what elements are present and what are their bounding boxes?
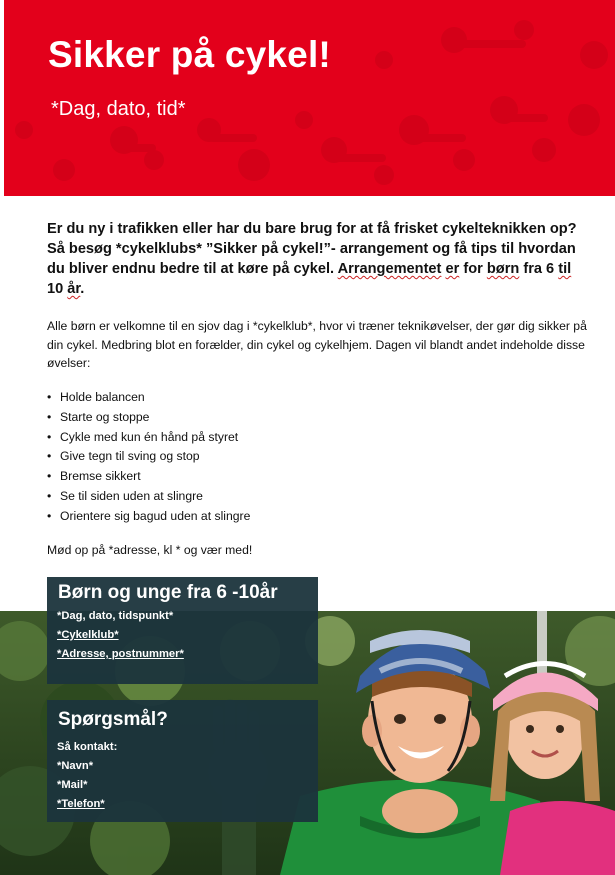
intro-paragraph — [47, 219, 583, 299]
contact-name-line: *Navn* — [57, 760, 94, 772]
list-item: • Give tegn til sving og stop — [47, 447, 250, 467]
body-paragraph: Alle børn er velkomne til en sjov dag i *cykelklub*, hvor vi træner teknikøvelser, der gør dig sikker på din cykel. Medbring blot en forælder, din cykel og cykelhjem. Dagen vil blandt andet indeholde disse øvelser: — [47, 319, 587, 370]
bullet-icon: • — [47, 488, 52, 503]
list-item: • Orientere sig bagud uden at slingre — [47, 507, 250, 527]
address-line: *Adresse, postnummer* — [57, 648, 184, 660]
bullet-icon: • — [47, 469, 52, 484]
bullet-icon: • — [47, 409, 52, 424]
intro-text: 10 — [47, 281, 68, 297]
event-info-box — [47, 577, 318, 684]
contact-lines — [57, 738, 117, 814]
bullet-icon: • — [47, 449, 52, 464]
list-item: • Holde balancen — [47, 388, 250, 408]
event-info-heading: Børn og unge fra 6 -10år — [58, 582, 278, 603]
intro-text: for — [459, 261, 487, 277]
list-item: • Se til siden uden at slingre — [47, 487, 250, 507]
contact-phone-line: *Telefon* — [57, 798, 105, 810]
contact-mail-line: *Mail* — [57, 779, 88, 791]
event-date-line: *Dag, dato, tidspunkt* — [57, 610, 174, 622]
list-item: • Starte og stoppe — [47, 408, 250, 428]
spell-marked-word: er — [445, 261, 460, 277]
meet-up-line: Mød op på *adresse, kl * og vær med! — [47, 543, 253, 557]
contact-info-box — [47, 700, 318, 822]
contact-intro-line: Så kontakt: — [57, 741, 118, 753]
intro-text: fra 6 — [519, 261, 559, 277]
questions-heading: Spørgsmål? — [58, 709, 168, 730]
intro-text: Er du ny i trafikken eller har du bare brug for at få frisket cykelteknikken op? Så besøg *cykelklubs* ”Sikker på cykel!”- arrangement og få tips til hvordan du bliver endnu bedre til at køre på cykel. — [47, 221, 577, 277]
spell-marked-word: Arrangementet — [337, 261, 442, 277]
event-date-placeholder: *Dag, dato, tid* — [51, 98, 186, 120]
page-title: Sikker på cykel! — [48, 34, 331, 75]
intro-text: . — [80, 281, 85, 297]
bullet-icon: • — [47, 429, 52, 444]
list-item: • Bremse sikkert — [47, 467, 250, 487]
list-item: • Cykle med kun én hånd på styret — [47, 428, 250, 448]
spell-marked-word: børn — [486, 261, 520, 277]
header-banner — [4, 0, 615, 196]
bullet-icon: • — [47, 508, 52, 523]
spell-marked-word: til — [558, 261, 572, 277]
event-info-lines — [57, 607, 184, 664]
exercise-list — [47, 388, 250, 527]
club-name-line: *Cykelklub* — [57, 629, 119, 641]
spell-marked-word: år — [67, 281, 81, 297]
bullet-icon: • — [47, 390, 52, 404]
